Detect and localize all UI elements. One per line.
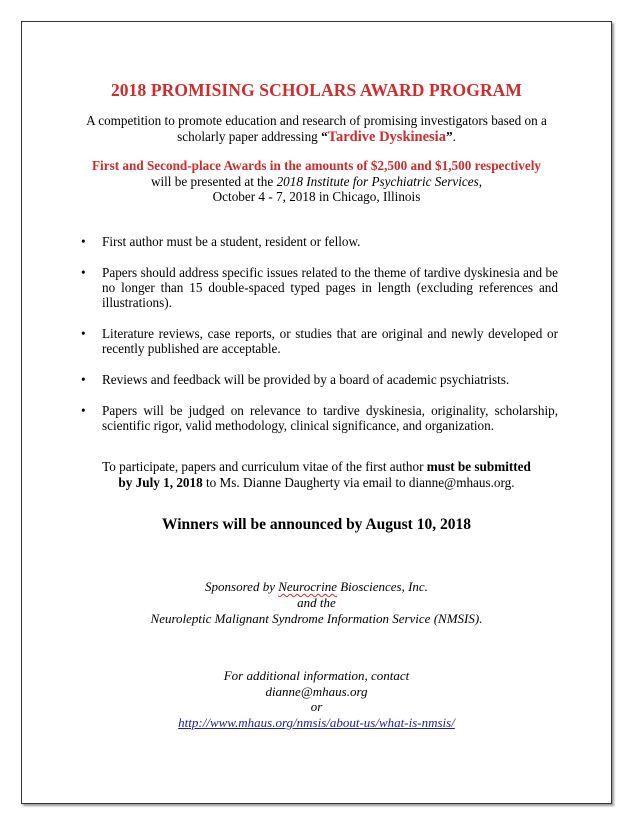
intro-paragraph bbox=[72, 113, 561, 145]
bullet-icon: • bbox=[81, 234, 86, 249]
sponsor-and-the: and the bbox=[297, 595, 336, 610]
list-item-text: Papers should address specific issues related to the theme of tardive dyskinesia and be no longer than 15 double-spaced typed pages in length (excluding references and illustrations). bbox=[102, 265, 558, 310]
list-item bbox=[81, 372, 558, 387]
intro-line-1: A competition to promote education and research of promising investigators based on a bbox=[86, 113, 547, 128]
submission-instructions bbox=[22, 459, 611, 491]
awards-line-2-prefix: will be presented at the bbox=[150, 173, 277, 189]
topic-highlight: Tardive Dyskinesia bbox=[327, 129, 446, 145]
awards-date-location: October 4 - 7, 2018 in Chicago, Illinois bbox=[212, 189, 421, 204]
contact-line: For additional information, contact bbox=[223, 668, 410, 683]
submission-line-2-rest: to Ms. Dianne Daugherty via email to dianne@mhaus.org. bbox=[202, 475, 515, 490]
sponsor-service: Neuroleptic Malignant Syndrome Information Service (NMSIS). bbox=[150, 611, 483, 626]
submission-must-text: must be submitted bbox=[426, 459, 531, 474]
list-item bbox=[81, 326, 558, 356]
submission-deadline: by July 1, 2018 bbox=[118, 475, 203, 490]
bullet-icon: • bbox=[81, 403, 86, 418]
awards-block bbox=[22, 158, 611, 205]
list-item-text: Reviews and feedback will be provided by a board of academic psychiatrists. bbox=[102, 372, 510, 387]
requirements-list bbox=[81, 234, 558, 449]
list-item bbox=[81, 403, 558, 433]
contact-email: dianne@mhaus.org bbox=[265, 683, 368, 699]
document-page bbox=[21, 21, 612, 804]
sponsor-block bbox=[22, 579, 611, 627]
bullet-icon: • bbox=[81, 326, 86, 341]
submission-line-1-prefix: To participate, papers and curriculum vitae of the first author bbox=[102, 459, 427, 474]
page-title: 2018 PROMISING SCHOLARS AWARD PROGRAM bbox=[110, 80, 523, 100]
sponsor-company-flagged: Neurocrine bbox=[278, 579, 337, 594]
event-name: 2018 Institute for Psychiatric Services, bbox=[276, 173, 483, 189]
intro-period: . bbox=[452, 129, 456, 144]
winners-announcement: Winners will be announced by August 10, 2018 bbox=[162, 516, 471, 533]
bullet-icon: • bbox=[81, 265, 86, 280]
list-item bbox=[81, 265, 558, 310]
list-item-text: First author must be a student, resident or fellow. bbox=[102, 234, 361, 249]
bullet-icon: • bbox=[81, 372, 86, 387]
contact-block bbox=[22, 668, 611, 730]
list-item bbox=[81, 234, 558, 249]
nmsis-link[interactable]: http://www.mhaus.org/nmsis/about-us/what-is-nmsis/ bbox=[178, 714, 455, 730]
contact-or: or bbox=[310, 699, 323, 714]
intro-line-2-prefix: scholarly paper addressing bbox=[177, 129, 322, 144]
open-quote: “ bbox=[321, 129, 328, 144]
sponsor-prefix: Sponsored by bbox=[205, 579, 279, 594]
close-quote: ” bbox=[445, 129, 453, 144]
sponsor-company-rest: Biosciences, Inc. bbox=[336, 579, 428, 594]
list-item-text: Literature reviews, case reports, or studies that are original and newly developed or recently published are acceptable. bbox=[102, 326, 558, 356]
awards-headline: First and Second-place Awards in the amounts of $2,500 and $1,500 respectively bbox=[92, 158, 541, 173]
list-item-text: Papers will be judged on relevance to tardive dyskinesia, originality, scholarship, scientific rigor, valid methodology, clinical significance, and organization. bbox=[102, 403, 558, 433]
